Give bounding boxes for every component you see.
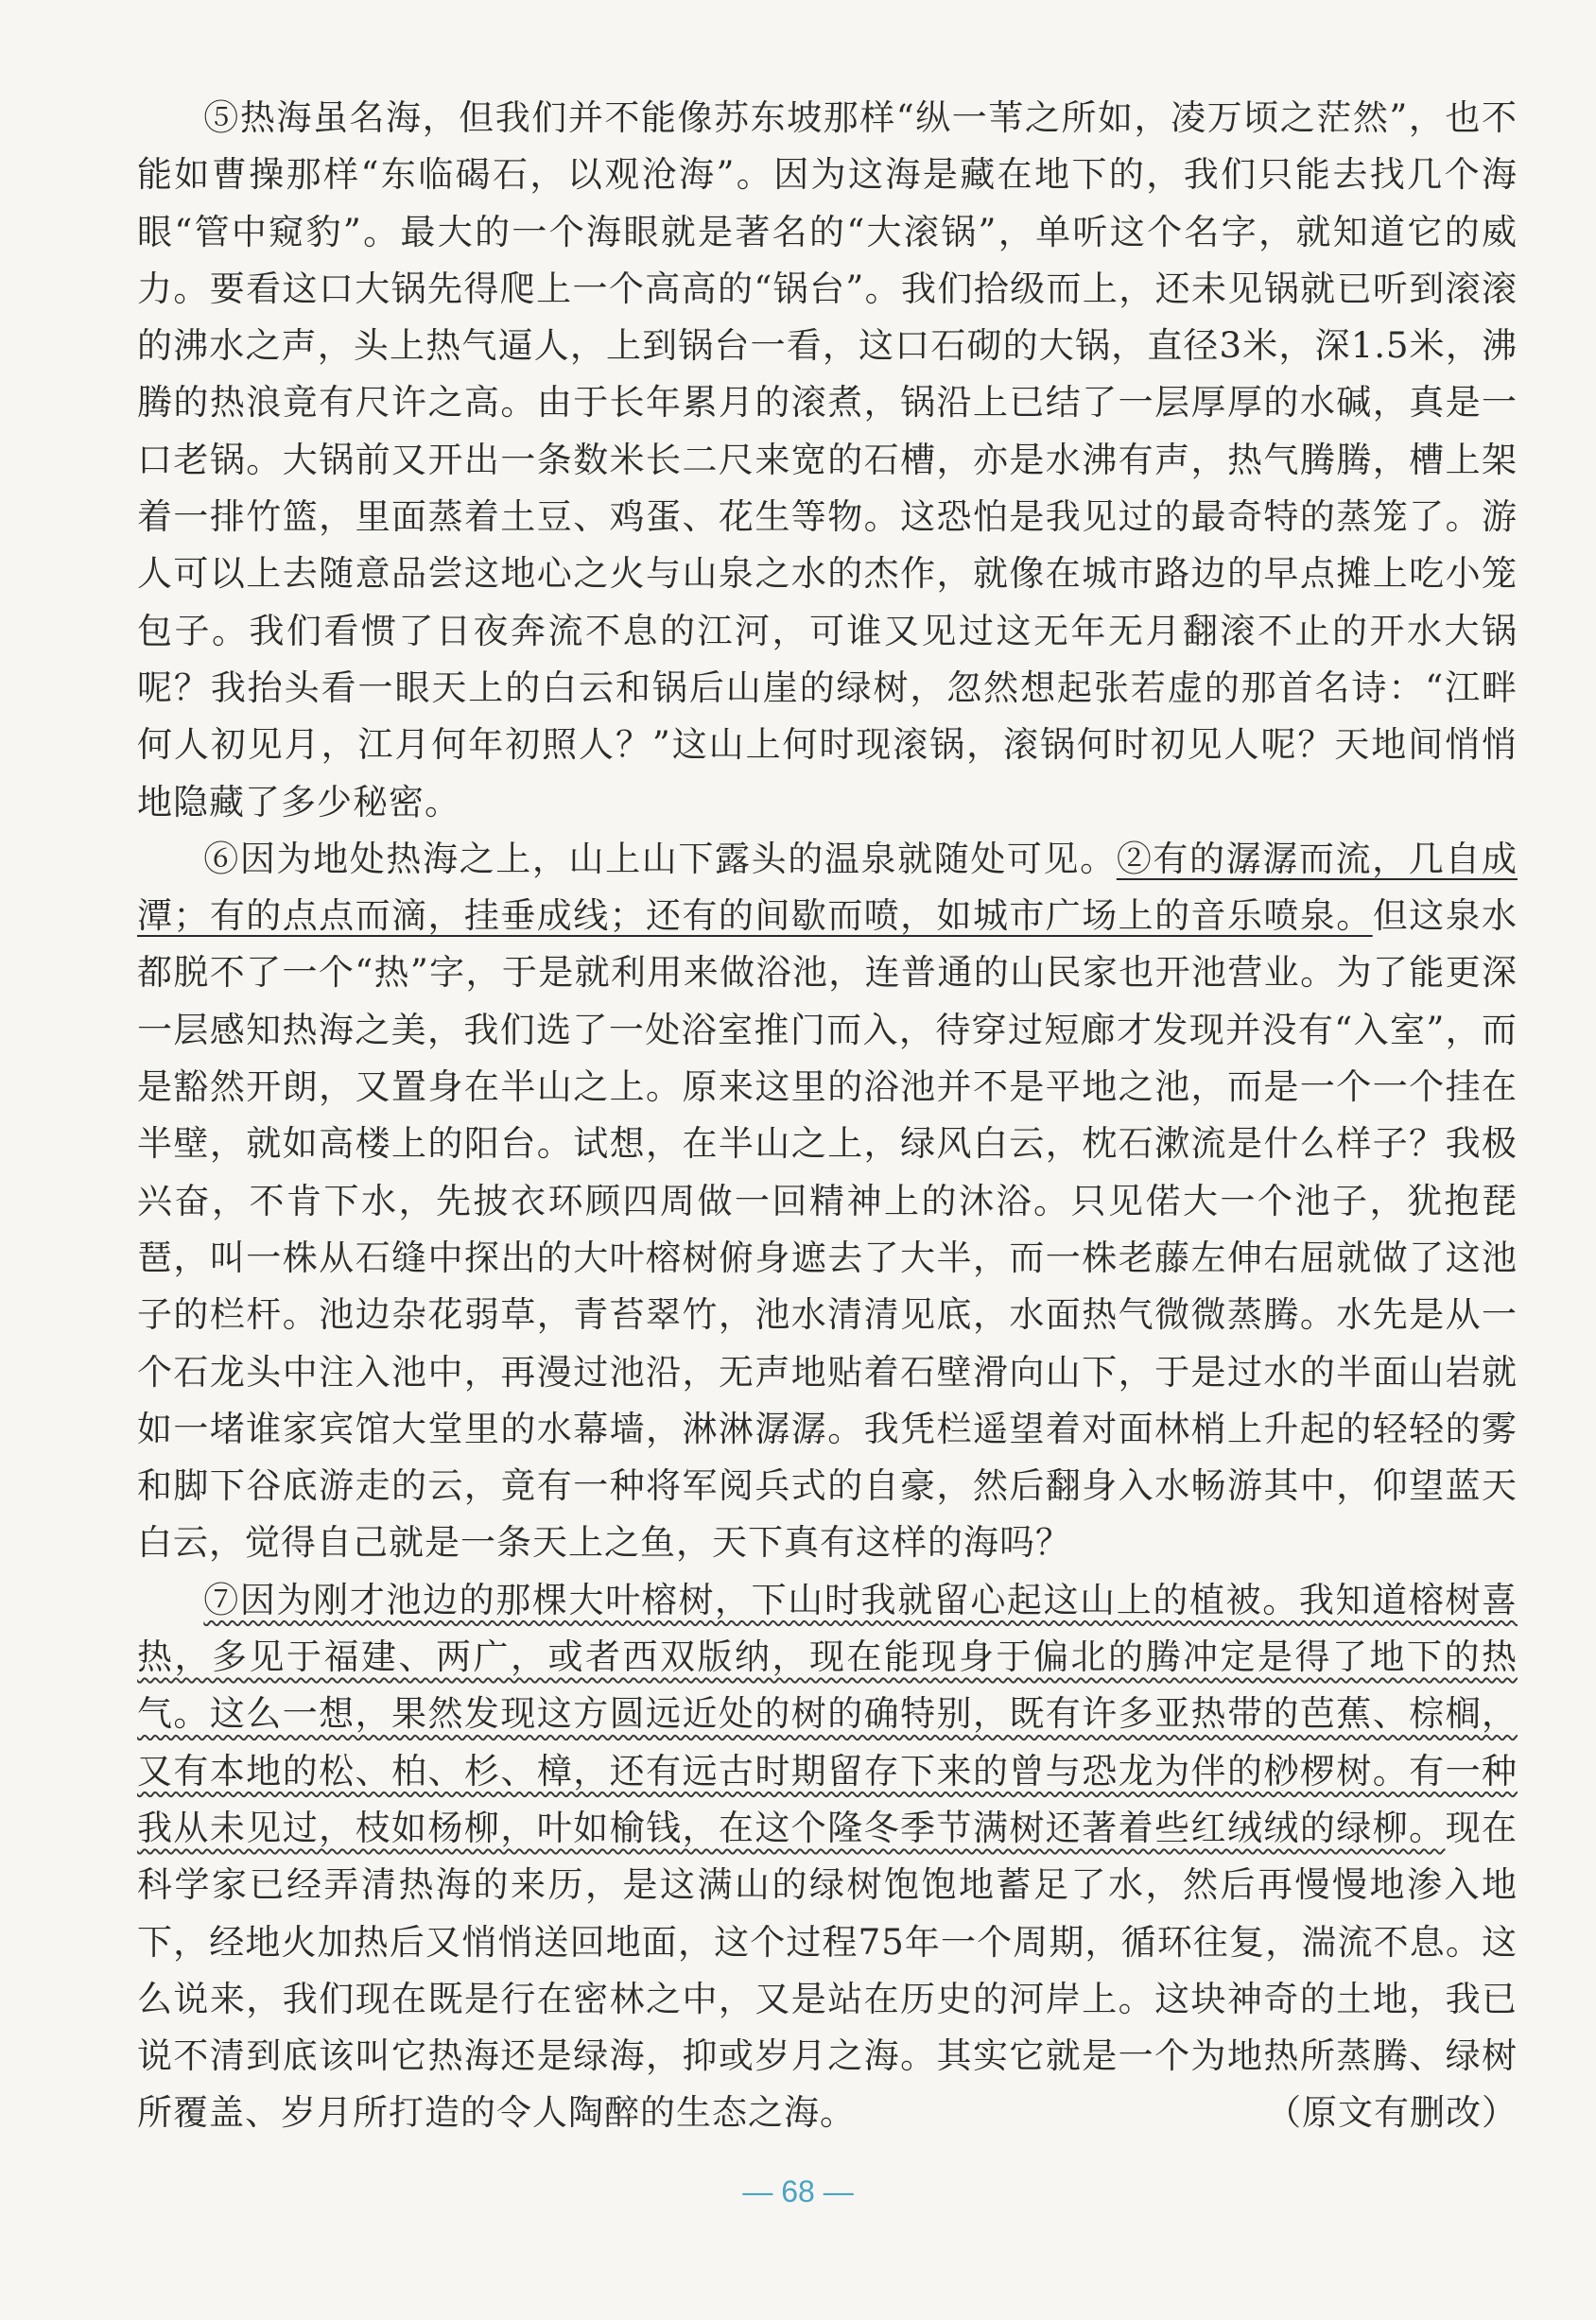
paragraph-7-rest: 现在科学家已经弄清热海的来历，是这满山的绿树饱饱地蓄足了水，然后再慢慢地渗入地下，经地火加热后又悄悄送回地面，这个过程75年一个周期，循环往复，湍流不息。这么说来，我们现在既是行在密林之中，又是站在历史的河岸上。这块神奇的土地，我已说不清到底该叫它热海还是绿海，抑或岁月之海。其实它就是一个为地热所蒸腾、绿树所覆盖、岁月所打造的令人陶醉的生态之海。 (137, 1807, 1518, 2134)
paragraph-6 (137, 831, 1518, 1572)
page-number: — 68 — (742, 2174, 854, 2208)
article-body (137, 90, 1518, 2142)
paragraph-6-rest: 但这泉水都脱不了一个“热”字，于是就利用来做浴池，连普通的山民家也开池营业。为了能更深一层感知热海之美，我们选了一处浴室推门而入，待穿过短廊才发现并没有“入室”，而是豁然开朗，又置身在半山之上。原来这里的浴池并不是平地之池，而是一个一个挂在半壁，就如高楼上的阳台。试想，在半山之上，绿风白云，枕石漱流是什么样子？我极兴奋，不肯下水，先披衣环顾四周做一回精神上的沐浴。只见偌大一个池子，犹抱琵琶，叫一株从石缝中探出的大叶榕树俯身遮去了大半，而一株老藤左伸右屈就做了这池子的栏杆。池边杂花弱草，青苔翠竹，池水清清见底，水面热气微微蒸腾。水先是从一个石龙头中注入池中，再漫过池沿，无声地贴着石壁滑向山下，于是过水的半面山岩就如一堵谁家宾馆大堂里的水幕墙，淋淋潺潺。我凭栏遥望着对面林梢上升起的轻轻的雾和脚下谷底游走的云，竟有一种将军阅兵式的自豪，然后翻身入水畅游其中，仰望蓝天白云，觉得自己就是一条天上之鱼，天下真有这样的海吗？ (137, 895, 1518, 1564)
paragraph-6-lead: ⑥因为地处热海之上，山上山下露头的温泉就随处可见。 (203, 838, 1117, 879)
paragraph-7 (137, 1572, 1518, 2142)
wavy-underlined-passage: ⑦因为刚才池边的那棵大叶榕树，下山时我就留心起这山上的植被。我知道榕树喜热，多见于福建、两广，或者西双版纳，现在能现身于偏北的腾冲定是得了地下的热气。这么一想，果然发现这方圆远近处的树的确特别，既有许多亚热带的芭蕉、棕榈，又有本地的松、柏、杉、樟，还有远古时期留存下来的曾与恐龙为伴的桫椤树。有一种我从未见过，枝如杨柳，叶如榆钱，在这个隆冬季节满树还著着些红绒绒的绿柳。 (137, 1579, 1518, 1848)
paragraph-5: ⑤热海虽名海，但我们并不能像苏东坡那样“纵一苇之所如，凌万顷之茫然”，也不能如曹操那样“东临碣石，以观沧海”。因为这海是藏在地下的，我们只能去找几个海眼“管中窥豹”。最大的一个海眼就是著名的“大滚锅”，单听这个名字，就知道它的威力。要看这口大锅先得爬上一个高高的“锅台”。我们拾级而上，还未见锅就已听到滚滚的沸水之声，头上热气逼人，上到锅台一看，这口石砌的大锅，直径3米，深1.5米，沸腾的热浪竟有尺许之高。由于长年累月的滚煮，锅沿上已结了一层厚厚的水碱，真是一口老锅。大锅前又开出一条数米长二尺来宽的石槽，亦是水沸有声，热气腾腾，槽上架着一排竹篮，里面蒸着土豆、鸡蛋、花生等物。这恐怕是我见过的最奇特的蒸笼了。游人可以上去随意品尝这地心之火与山泉之水的杰作，就像在城市路边的早点摊上吃小笼包子。我们看惯了日夜奔流不息的江河，可谁又见过这无年无月翻滚不止的开水大锅呢？我抬头看一眼天上的白云和锅后山崖的绿树，忽然想起张若虚的那首名诗：“江畔何人初见月，江月何年初照人？”这山上何时现滚锅，滚锅何时初见人呢？天地间悄悄地隐藏了多少秘密。 (137, 97, 1518, 822)
underlined-sentence-2: ②有的潺潺而流，几自成潭；有的点点而滴，挂垂成线；还有的间歇而喷，如城市广场上的音乐喷泉。 (137, 838, 1518, 937)
source-note: （原文有删改） (1266, 2092, 1518, 2134)
